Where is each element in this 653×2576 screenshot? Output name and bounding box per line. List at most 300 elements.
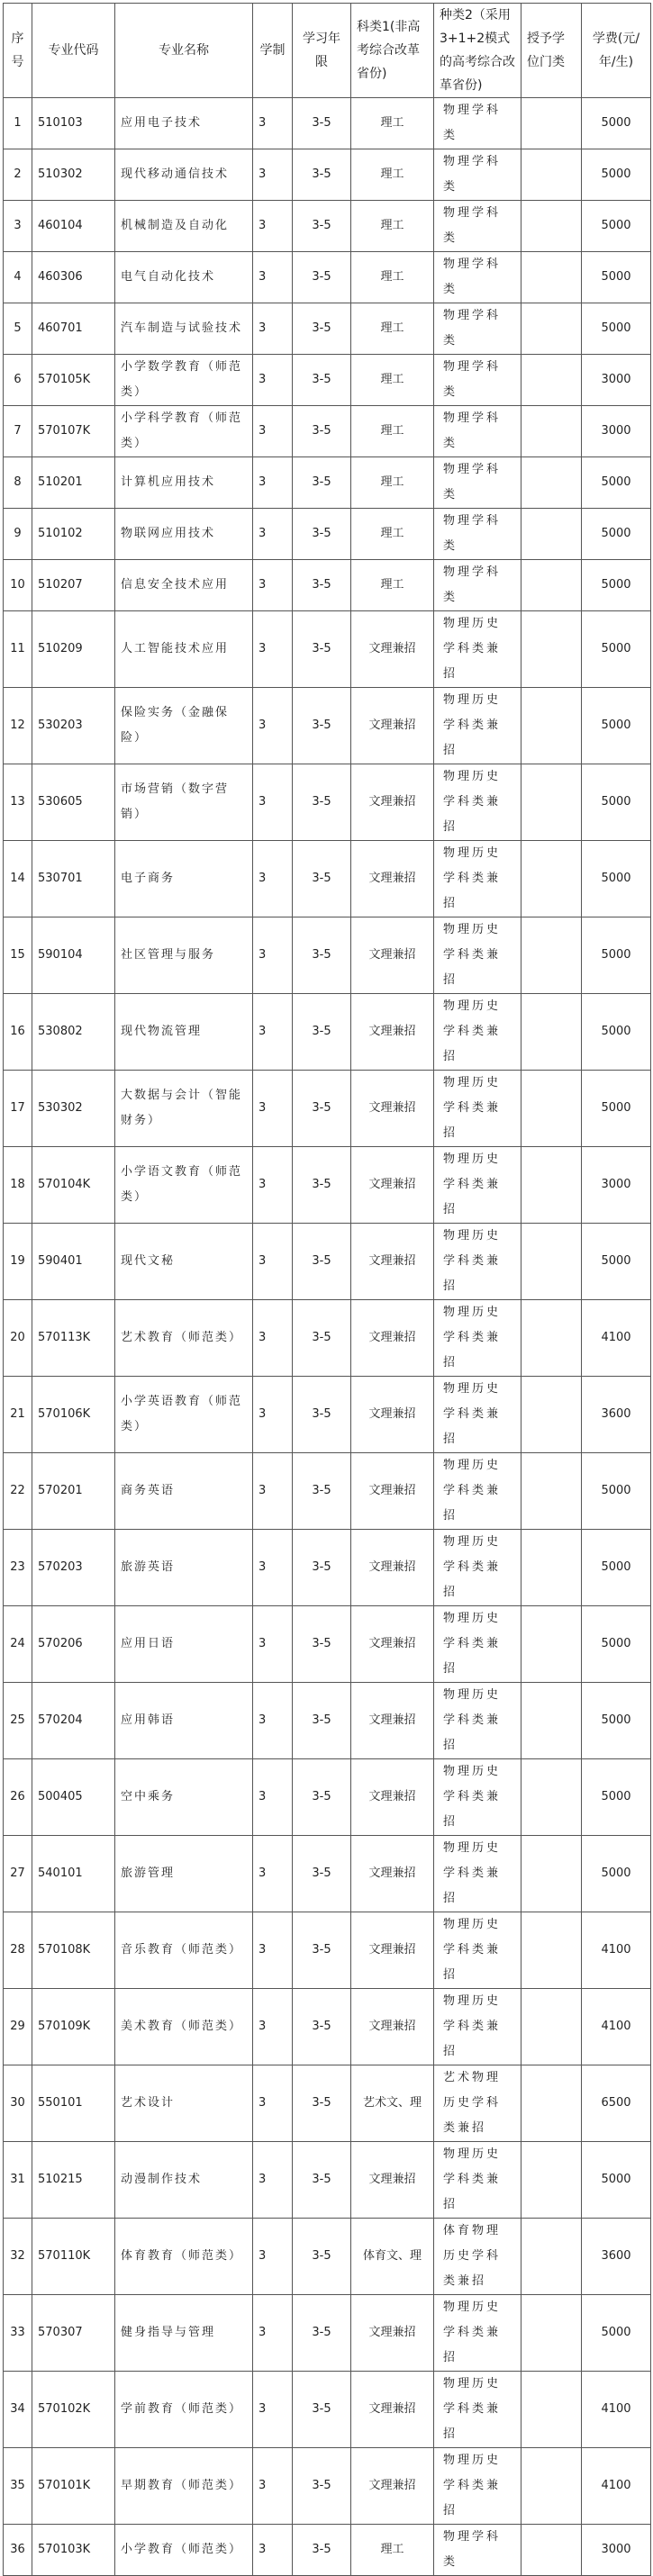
cell-code: 530802 (32, 994, 115, 1071)
cell-type2: 物理历史学科类兼招 (434, 1300, 521, 1377)
cell-fee: 3600 (582, 2219, 651, 2295)
cell-code: 550101 (32, 2065, 115, 2142)
cell-degree (521, 1453, 582, 1530)
cell-name: 艺术设计 (115, 2065, 253, 2142)
cell-system: 3 (253, 149, 293, 201)
cell-seq: 27 (4, 1836, 32, 1912)
cell-name: 应用日语 (115, 1606, 253, 1683)
cell-code: 570206 (32, 1606, 115, 1683)
cell-seq: 19 (4, 1224, 32, 1300)
cell-system: 3 (253, 2065, 293, 2142)
table-row (4, 1683, 651, 1759)
cell-seq: 7 (4, 406, 32, 457)
cell-seq: 14 (4, 841, 32, 917)
cell-type1: 文理兼招 (351, 2295, 434, 2372)
cell-type2: 艺术物理历史学科类兼招 (434, 2065, 521, 2142)
cell-system: 3 (253, 1071, 293, 1147)
cell-type2: 物理历史学科类兼招 (434, 611, 521, 688)
cell-fee: 5000 (582, 560, 651, 611)
cell-seq: 34 (4, 2372, 32, 2448)
cell-type1: 理工 (351, 560, 434, 611)
cell-degree (521, 2219, 582, 2295)
header-years: 学习年限 (293, 4, 351, 98)
header-degree: 授予学位门类 (521, 4, 582, 98)
cell-type1: 文理兼招 (351, 611, 434, 688)
cell-seq: 10 (4, 560, 32, 611)
cell-seq: 13 (4, 764, 32, 841)
table-row (4, 994, 651, 1071)
cell-years: 3-5 (293, 2372, 351, 2448)
table-row (4, 2219, 651, 2295)
table-row (4, 1759, 651, 1836)
cell-degree (521, 509, 582, 560)
cell-code: 570110K (32, 2219, 115, 2295)
cell-fee: 5000 (582, 457, 651, 509)
cell-type2: 物理学科类 (434, 98, 521, 149)
table-row (4, 917, 651, 994)
cell-degree (521, 688, 582, 764)
cell-type2: 物理历史学科类兼招 (434, 841, 521, 917)
cell-system: 3 (253, 98, 293, 149)
cell-years: 3-5 (293, 560, 351, 611)
header-seq: 序号 (4, 4, 32, 98)
cell-name: 动漫制作技术 (115, 2142, 253, 2219)
cell-system: 3 (253, 509, 293, 560)
cell-type2: 物理历史学科类兼招 (434, 1224, 521, 1300)
cell-seq: 25 (4, 1683, 32, 1759)
cell-seq: 8 (4, 457, 32, 509)
table-row (4, 1453, 651, 1530)
cell-name: 艺术教育（师范类） (115, 1300, 253, 1377)
cell-code: 510207 (32, 560, 115, 611)
cell-type1: 文理兼招 (351, 1300, 434, 1377)
cell-years: 3-5 (293, 2448, 351, 2525)
cell-fee: 4100 (582, 1912, 651, 1989)
table-row (4, 1147, 651, 1224)
cell-type1: 文理兼招 (351, 1377, 434, 1453)
cell-seq: 4 (4, 252, 32, 303)
cell-type2: 物理历史学科类兼招 (434, 688, 521, 764)
cell-fee: 4100 (582, 1300, 651, 1377)
cell-name: 人工智能技术应用 (115, 611, 253, 688)
cell-type2: 物理历史学科类兼招 (434, 1071, 521, 1147)
cell-code: 500405 (32, 1759, 115, 1836)
cell-system: 3 (253, 560, 293, 611)
table-row (4, 1377, 651, 1453)
cell-seq: 21 (4, 1377, 32, 1453)
cell-system: 3 (253, 1530, 293, 1606)
cell-name: 现代物流管理 (115, 994, 253, 1071)
table-row (4, 406, 651, 457)
cell-fee: 5000 (582, 841, 651, 917)
cell-degree (521, 841, 582, 917)
cell-code: 510209 (32, 611, 115, 688)
cell-type2: 体育物理历史学科类兼招 (434, 2219, 521, 2295)
cell-type2: 物理历史学科类兼招 (434, 2295, 521, 2372)
cell-system: 3 (253, 1147, 293, 1224)
cell-name: 体育教育（师范类） (115, 2219, 253, 2295)
cell-degree (521, 1606, 582, 1683)
cell-type2: 物理历史学科类兼招 (434, 1836, 521, 1912)
cell-system: 3 (253, 994, 293, 1071)
table-row (4, 252, 651, 303)
cell-type2: 物理历史学科类兼招 (434, 2142, 521, 2219)
cell-fee: 4100 (582, 2448, 651, 2525)
cell-fee: 5000 (582, 994, 651, 1071)
cell-system: 3 (253, 1836, 293, 1912)
cell-name: 应用电子技术 (115, 98, 253, 149)
cell-type2: 物理学科类 (434, 457, 521, 509)
cell-code: 570109K (32, 1989, 115, 2065)
cell-code: 510302 (32, 149, 115, 201)
cell-system: 3 (253, 1606, 293, 1683)
cell-fee: 3000 (582, 2525, 651, 2576)
cell-code: 510215 (32, 2142, 115, 2219)
cell-type1: 文理兼招 (351, 1453, 434, 1530)
cell-type1: 文理兼招 (351, 1836, 434, 1912)
cell-fee: 5000 (582, 303, 651, 355)
cell-fee: 5000 (582, 1224, 651, 1300)
table-row (4, 303, 651, 355)
table-row (4, 1071, 651, 1147)
cell-seq: 22 (4, 1453, 32, 1530)
cell-fee: 4100 (582, 1989, 651, 2065)
cell-name: 小学科学教育（师范类） (115, 406, 253, 457)
cell-system: 3 (253, 201, 293, 252)
cell-type1: 文理兼招 (351, 1989, 434, 2065)
cell-degree (521, 2525, 582, 2576)
cell-degree (521, 1224, 582, 1300)
cell-system: 3 (253, 611, 293, 688)
cell-years: 3-5 (293, 201, 351, 252)
cell-type2: 物理历史学科类兼招 (434, 2448, 521, 2525)
cell-degree (521, 457, 582, 509)
cell-degree (521, 1836, 582, 1912)
cell-type1: 理工 (351, 149, 434, 201)
cell-code: 530605 (32, 764, 115, 841)
table-row (4, 1530, 651, 1606)
cell-type1: 文理兼招 (351, 688, 434, 764)
cell-type1: 文理兼招 (351, 994, 434, 1071)
cell-years: 3-5 (293, 509, 351, 560)
cell-system: 3 (253, 1300, 293, 1377)
table-body (4, 98, 651, 2576)
cell-years: 3-5 (293, 764, 351, 841)
header-row (4, 4, 651, 98)
cell-type2: 物理历史学科类兼招 (434, 1147, 521, 1224)
table-row (4, 611, 651, 688)
cell-name: 保险实务（金融保险） (115, 688, 253, 764)
cell-system: 3 (253, 1912, 293, 1989)
cell-code: 570307 (32, 2295, 115, 2372)
cell-type1: 文理兼招 (351, 1147, 434, 1224)
cell-system: 3 (253, 1989, 293, 2065)
cell-degree (521, 2448, 582, 2525)
cell-degree (521, 1759, 582, 1836)
cell-code: 570105K (32, 355, 115, 406)
cell-degree (521, 355, 582, 406)
cell-system: 3 (253, 406, 293, 457)
cell-type2: 物理学科类 (434, 201, 521, 252)
cell-code: 570101K (32, 2448, 115, 2525)
cell-degree (521, 611, 582, 688)
cell-type1: 理工 (351, 303, 434, 355)
cell-years: 3-5 (293, 1071, 351, 1147)
cell-seq: 6 (4, 355, 32, 406)
cell-seq: 2 (4, 149, 32, 201)
cell-code: 540101 (32, 1836, 115, 1912)
cell-years: 3-5 (293, 1147, 351, 1224)
cell-type2: 物理学科类 (434, 509, 521, 560)
cell-system: 3 (253, 2219, 293, 2295)
cell-years: 3-5 (293, 1759, 351, 1836)
cell-system: 3 (253, 2295, 293, 2372)
cell-fee: 5000 (582, 1606, 651, 1683)
cell-years: 3-5 (293, 1453, 351, 1530)
cell-degree (521, 1147, 582, 1224)
cell-name: 旅游管理 (115, 1836, 253, 1912)
cell-years: 3-5 (293, 355, 351, 406)
cell-years: 3-5 (293, 149, 351, 201)
cell-code: 530701 (32, 841, 115, 917)
cell-degree (521, 1377, 582, 1453)
cell-name: 小学语文教育（师范类） (115, 1147, 253, 1224)
header-type2: 种类2（采用3+1+2模式的高考综合改革省份) (434, 4, 521, 98)
cell-seq: 3 (4, 201, 32, 252)
cell-code: 460701 (32, 303, 115, 355)
cell-system: 3 (253, 764, 293, 841)
cell-type2: 物理学科类 (434, 2525, 521, 2576)
cell-name: 现代移动通信技术 (115, 149, 253, 201)
cell-system: 3 (253, 1377, 293, 1453)
cell-seq: 15 (4, 917, 32, 994)
cell-type1: 理工 (351, 252, 434, 303)
cell-type1: 文理兼招 (351, 841, 434, 917)
cell-type2: 物理学科类 (434, 355, 521, 406)
cell-years: 3-5 (293, 1989, 351, 2065)
cell-years: 3-5 (293, 303, 351, 355)
cell-years: 3-5 (293, 98, 351, 149)
cell-years: 3-5 (293, 1224, 351, 1300)
cell-degree (521, 994, 582, 1071)
table-row (4, 1989, 651, 2065)
cell-type1: 文理兼招 (351, 2448, 434, 2525)
table-row (4, 457, 651, 509)
cell-name: 音乐教育（师范类） (115, 1912, 253, 1989)
cell-system: 3 (253, 1453, 293, 1530)
cell-years: 3-5 (293, 2525, 351, 2576)
cell-fee: 5000 (582, 688, 651, 764)
cell-fee: 4100 (582, 2372, 651, 2448)
cell-type1: 文理兼招 (351, 764, 434, 841)
cell-degree (521, 1530, 582, 1606)
cell-seq: 16 (4, 994, 32, 1071)
cell-code: 590401 (32, 1224, 115, 1300)
cell-name: 物联网应用技术 (115, 509, 253, 560)
cell-code: 570113K (32, 1300, 115, 1377)
cell-degree (521, 2372, 582, 2448)
cell-years: 3-5 (293, 1836, 351, 1912)
table-row (4, 2295, 651, 2372)
table-row (4, 2448, 651, 2525)
cell-seq: 30 (4, 2065, 32, 2142)
cell-degree (521, 2295, 582, 2372)
cell-type1: 文理兼招 (351, 2372, 434, 2448)
cell-degree (521, 252, 582, 303)
cell-seq: 28 (4, 1912, 32, 1989)
cell-system: 3 (253, 841, 293, 917)
cell-name: 现代文秘 (115, 1224, 253, 1300)
cell-degree (521, 2065, 582, 2142)
cell-seq: 20 (4, 1300, 32, 1377)
table-row (4, 764, 651, 841)
cell-name: 社区管理与服务 (115, 917, 253, 994)
cell-fee: 5000 (582, 201, 651, 252)
cell-type1: 理工 (351, 509, 434, 560)
cell-seq: 1 (4, 98, 32, 149)
table-row (4, 1300, 651, 1377)
cell-system: 3 (253, 2448, 293, 2525)
cell-type1: 文理兼招 (351, 1912, 434, 1989)
cell-degree (521, 917, 582, 994)
cell-type1: 体育文、理 (351, 2219, 434, 2295)
cell-degree (521, 1989, 582, 2065)
cell-seq: 31 (4, 2142, 32, 2219)
cell-degree (521, 201, 582, 252)
cell-name: 小学英语教育（师范类） (115, 1377, 253, 1453)
cell-years: 3-5 (293, 1377, 351, 1453)
table-row (4, 201, 651, 252)
cell-fee: 5000 (582, 1530, 651, 1606)
cell-seq: 12 (4, 688, 32, 764)
cell-fee: 5000 (582, 509, 651, 560)
cell-type1: 文理兼招 (351, 2142, 434, 2219)
cell-fee: 5000 (582, 2142, 651, 2219)
cell-fee: 5000 (582, 764, 651, 841)
cell-type2: 物理学科类 (434, 149, 521, 201)
table-row (4, 2525, 651, 2576)
cell-name: 大数据与会计（智能财务） (115, 1071, 253, 1147)
table-row (4, 149, 651, 201)
cell-system: 3 (253, 457, 293, 509)
cell-type1: 文理兼招 (351, 1530, 434, 1606)
cell-name: 电子商务 (115, 841, 253, 917)
cell-name: 学前教育（师范类） (115, 2372, 253, 2448)
cell-name: 健身指导与管理 (115, 2295, 253, 2372)
cell-years: 3-5 (293, 917, 351, 994)
header-code: 专业代码 (32, 4, 115, 98)
cell-fee: 5000 (582, 252, 651, 303)
cell-seq: 33 (4, 2295, 32, 2372)
cell-code: 510201 (32, 457, 115, 509)
cell-type1: 理工 (351, 457, 434, 509)
table-row (4, 98, 651, 149)
table-row (4, 2372, 651, 2448)
cell-type2: 物理学科类 (434, 252, 521, 303)
cell-type2: 物理历史学科类兼招 (434, 1989, 521, 2065)
cell-name: 美术教育（师范类） (115, 1989, 253, 2065)
cell-name: 市场营销（数字营销） (115, 764, 253, 841)
cell-type1: 理工 (351, 355, 434, 406)
cell-fee: 5000 (582, 1836, 651, 1912)
cell-fee: 3600 (582, 1377, 651, 1453)
cell-type1: 文理兼招 (351, 1071, 434, 1147)
cell-name: 商务英语 (115, 1453, 253, 1530)
cell-type2: 物理历史学科类兼招 (434, 917, 521, 994)
cell-name: 旅游英语 (115, 1530, 253, 1606)
table-row (4, 1836, 651, 1912)
cell-seq: 35 (4, 2448, 32, 2525)
cell-name: 应用韩语 (115, 1683, 253, 1759)
cell-code: 570201 (32, 1453, 115, 1530)
cell-type1: 文理兼招 (351, 1683, 434, 1759)
cell-type2: 物理历史学科类兼招 (434, 1530, 521, 1606)
cell-system: 3 (253, 1224, 293, 1300)
cell-code: 570106K (32, 1377, 115, 1453)
cell-degree (521, 2142, 582, 2219)
cell-seq: 23 (4, 1530, 32, 1606)
cell-type2: 物理历史学科类兼招 (434, 1377, 521, 1453)
cell-system: 3 (253, 252, 293, 303)
cell-fee: 5000 (582, 917, 651, 994)
cell-degree (521, 1912, 582, 1989)
table-row (4, 2065, 651, 2142)
cell-system: 3 (253, 1759, 293, 1836)
cell-name: 空中乘务 (115, 1759, 253, 1836)
cell-years: 3-5 (293, 841, 351, 917)
cell-years: 3-5 (293, 252, 351, 303)
cell-years: 3-5 (293, 1530, 351, 1606)
cell-type1: 理工 (351, 406, 434, 457)
cell-name: 小学教育（师范类） (115, 2525, 253, 2576)
cell-code: 510102 (32, 509, 115, 560)
cell-degree (521, 406, 582, 457)
cell-seq: 18 (4, 1147, 32, 1224)
table-row (4, 1606, 651, 1683)
cell-system: 3 (253, 2525, 293, 2576)
cell-type2: 物理学科类 (434, 560, 521, 611)
cell-type1: 理工 (351, 201, 434, 252)
cell-degree (521, 98, 582, 149)
cell-system: 3 (253, 2372, 293, 2448)
cell-degree (521, 560, 582, 611)
cell-type2: 物理历史学科类兼招 (434, 1912, 521, 1989)
cell-years: 3-5 (293, 2295, 351, 2372)
cell-code: 530203 (32, 688, 115, 764)
cell-type2: 物理历史学科类兼招 (434, 764, 521, 841)
cell-type2: 物理学科类 (434, 406, 521, 457)
header-name: 专业名称 (115, 4, 253, 98)
header-fee: 学费(元/年/生) (582, 4, 651, 98)
cell-code: 510103 (32, 98, 115, 149)
cell-system: 3 (253, 2142, 293, 2219)
cell-years: 3-5 (293, 2065, 351, 2142)
cell-code: 570103K (32, 2525, 115, 2576)
header-system: 学制 (253, 4, 293, 98)
table-row (4, 355, 651, 406)
cell-type2: 物理历史学科类兼招 (434, 1683, 521, 1759)
table-row (4, 560, 651, 611)
cell-code: 460306 (32, 252, 115, 303)
cell-fee: 5000 (582, 2295, 651, 2372)
cell-code: 570107K (32, 406, 115, 457)
cell-fee: 3000 (582, 355, 651, 406)
table-row (4, 1224, 651, 1300)
cell-seq: 26 (4, 1759, 32, 1836)
cell-degree (521, 303, 582, 355)
cell-code: 570108K (32, 1912, 115, 1989)
cell-years: 3-5 (293, 1606, 351, 1683)
